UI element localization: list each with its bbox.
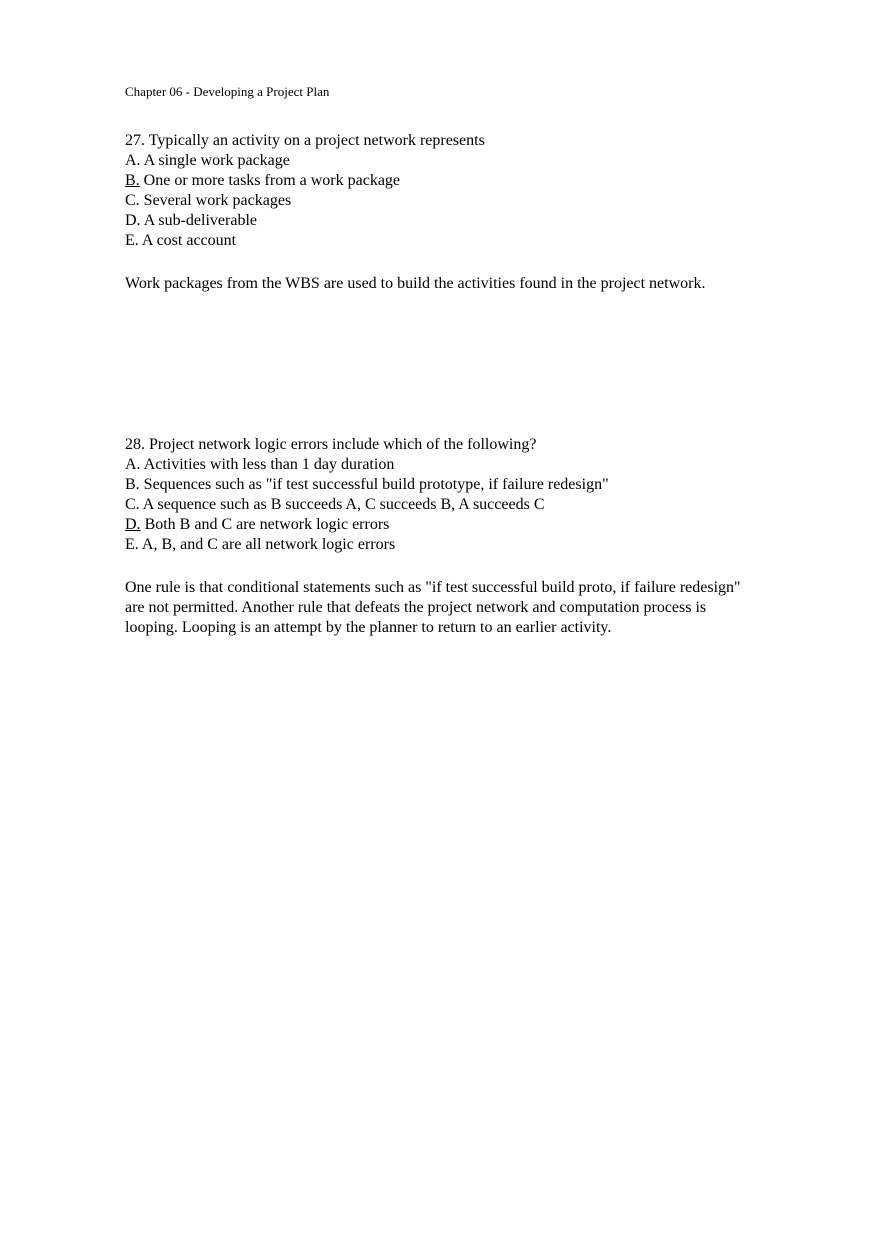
question-27-option-b xyxy=(125,171,757,191)
question-28-stem: 28. Project network logic errors include which of the following? xyxy=(125,436,537,453)
option-text: One or more tasks from a work package xyxy=(143,172,401,189)
option-text: A, B, and C are all network logic errors xyxy=(141,536,396,553)
question-28 xyxy=(125,435,757,555)
question-27-option-a xyxy=(125,151,757,171)
option-letter: E. xyxy=(125,232,139,249)
question-28-option-e xyxy=(125,535,757,555)
option-text: Sequences such as "if test successful build prototype, if failure redesign" xyxy=(143,476,609,493)
question-27-stem: 27. Typically an activity on a project network represents xyxy=(125,132,485,149)
option-text: A cost account xyxy=(141,232,237,249)
option-letter: C. xyxy=(125,496,140,513)
chapter-header: Chapter 06 - Developing a Project Plan xyxy=(125,84,330,99)
option-letter: B. xyxy=(125,476,140,493)
option-text: A sequence such as B succeeds A, C succeeds B, A succeeds C xyxy=(142,496,545,513)
question-27-option-e xyxy=(125,231,757,251)
option-text: A sub-deliverable xyxy=(143,212,257,229)
option-letter: D. xyxy=(125,212,141,229)
option-text: A single work package xyxy=(143,152,290,169)
question-27 xyxy=(125,131,757,251)
option-letter: A. xyxy=(125,152,141,169)
option-letter: E. xyxy=(125,536,139,553)
question-27-option-d xyxy=(125,211,757,231)
option-text: Both B and C are network logic errors xyxy=(144,516,390,533)
question-28-option-a xyxy=(125,455,757,475)
question-27-option-c xyxy=(125,191,757,211)
question-28-option-d xyxy=(125,515,757,535)
question-28-option-c xyxy=(125,495,757,515)
option-letter: C. xyxy=(125,192,140,209)
question-28-explanation: One rule is that conditional statements such as "if test successful build proto, if failure redesign" are not permitted. Another rule that defeats the project network and computation process is looping. Looping is an attempt by the planner to return to an earlier activity. xyxy=(125,579,741,636)
option-text: Several work packages xyxy=(143,192,292,209)
option-letter: A. xyxy=(125,456,141,473)
option-letter: D. xyxy=(125,516,141,533)
option-text: Activities with less than 1 day duration xyxy=(143,456,395,473)
option-letter: B. xyxy=(125,172,140,189)
question-27-explanation: Work packages from the WBS are used to build the activities found in the project network. xyxy=(125,275,706,292)
question-28-option-b xyxy=(125,475,757,495)
